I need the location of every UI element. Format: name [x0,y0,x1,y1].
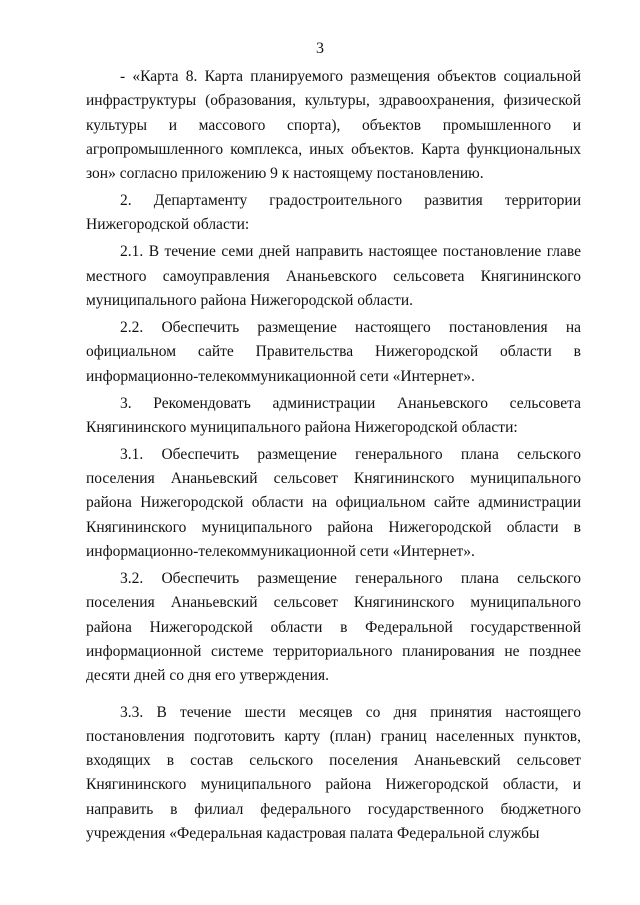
paragraph-2-1: 2.1. В течение семи дней направить настоящее постановление главе местного самоуправления Ананьевского сельсовета Княгининского муниципального района Нижегородской области. [86,243,581,310]
paragraph-2: 2. Департаменту градостроительного развития территории Нижегородской области: [86,192,581,234]
paragraph-3: 3. Рекомендовать администрации Ананьевского сельсовета Княгининского муниципального района Нижегородской области: [86,394,581,436]
page-number: 3 [316,40,324,57]
document-body [86,65,581,849]
paragraph-3-1: 3.1. Обеспечить размещение генерального плана сельского поселения Ананьевский сельсовет Княгининского муниципального района Нижегородской области на официальном сайте администрации Княгининского муниципального района Нижегородской области в информационно-телекоммуникационной сети «Интернет». [86,445,581,561]
paragraph-map-8: - «Карта 8. Карта планируемого размещения объектов социальной инфраструктуры (образования, культуры, здравоохранения, физической культуры и массового спорта), объектов промышленного и агропромышленного комплекса, иных объектов. Карта функциональных зон» согласно приложению 9 к настоящему постановлению. [86,68,581,183]
paragraph-3-3: 3.3. В течение шести месяцев со дня принятия настоящего постановления подготовить карту (план) границ населенных пунктов, входящих в состав сельского поселения Ананьевский сельсовет Княгининского муниципального района Нижегородской области, и направить в филиал федерального государственного бюджетного учреждения «Федеральная кадастровая палата Федеральной службы [86,703,581,843]
paragraph-3-2: 3.2. Обеспечить размещение генерального плана сельского поселения Ананьевский сельсовет Княгининского муниципального района Нижегородской области в Федеральной государственной информационной системе территориального планирования не позднее десяти дней со дня его утверждения. [86,570,581,685]
paragraph-2-2: 2.2. Обеспечить размещение настоящего постановления на официальном сайте Правительства Нижегородской области в информационно-телекоммуникационной сети «Интернет». [86,319,581,385]
